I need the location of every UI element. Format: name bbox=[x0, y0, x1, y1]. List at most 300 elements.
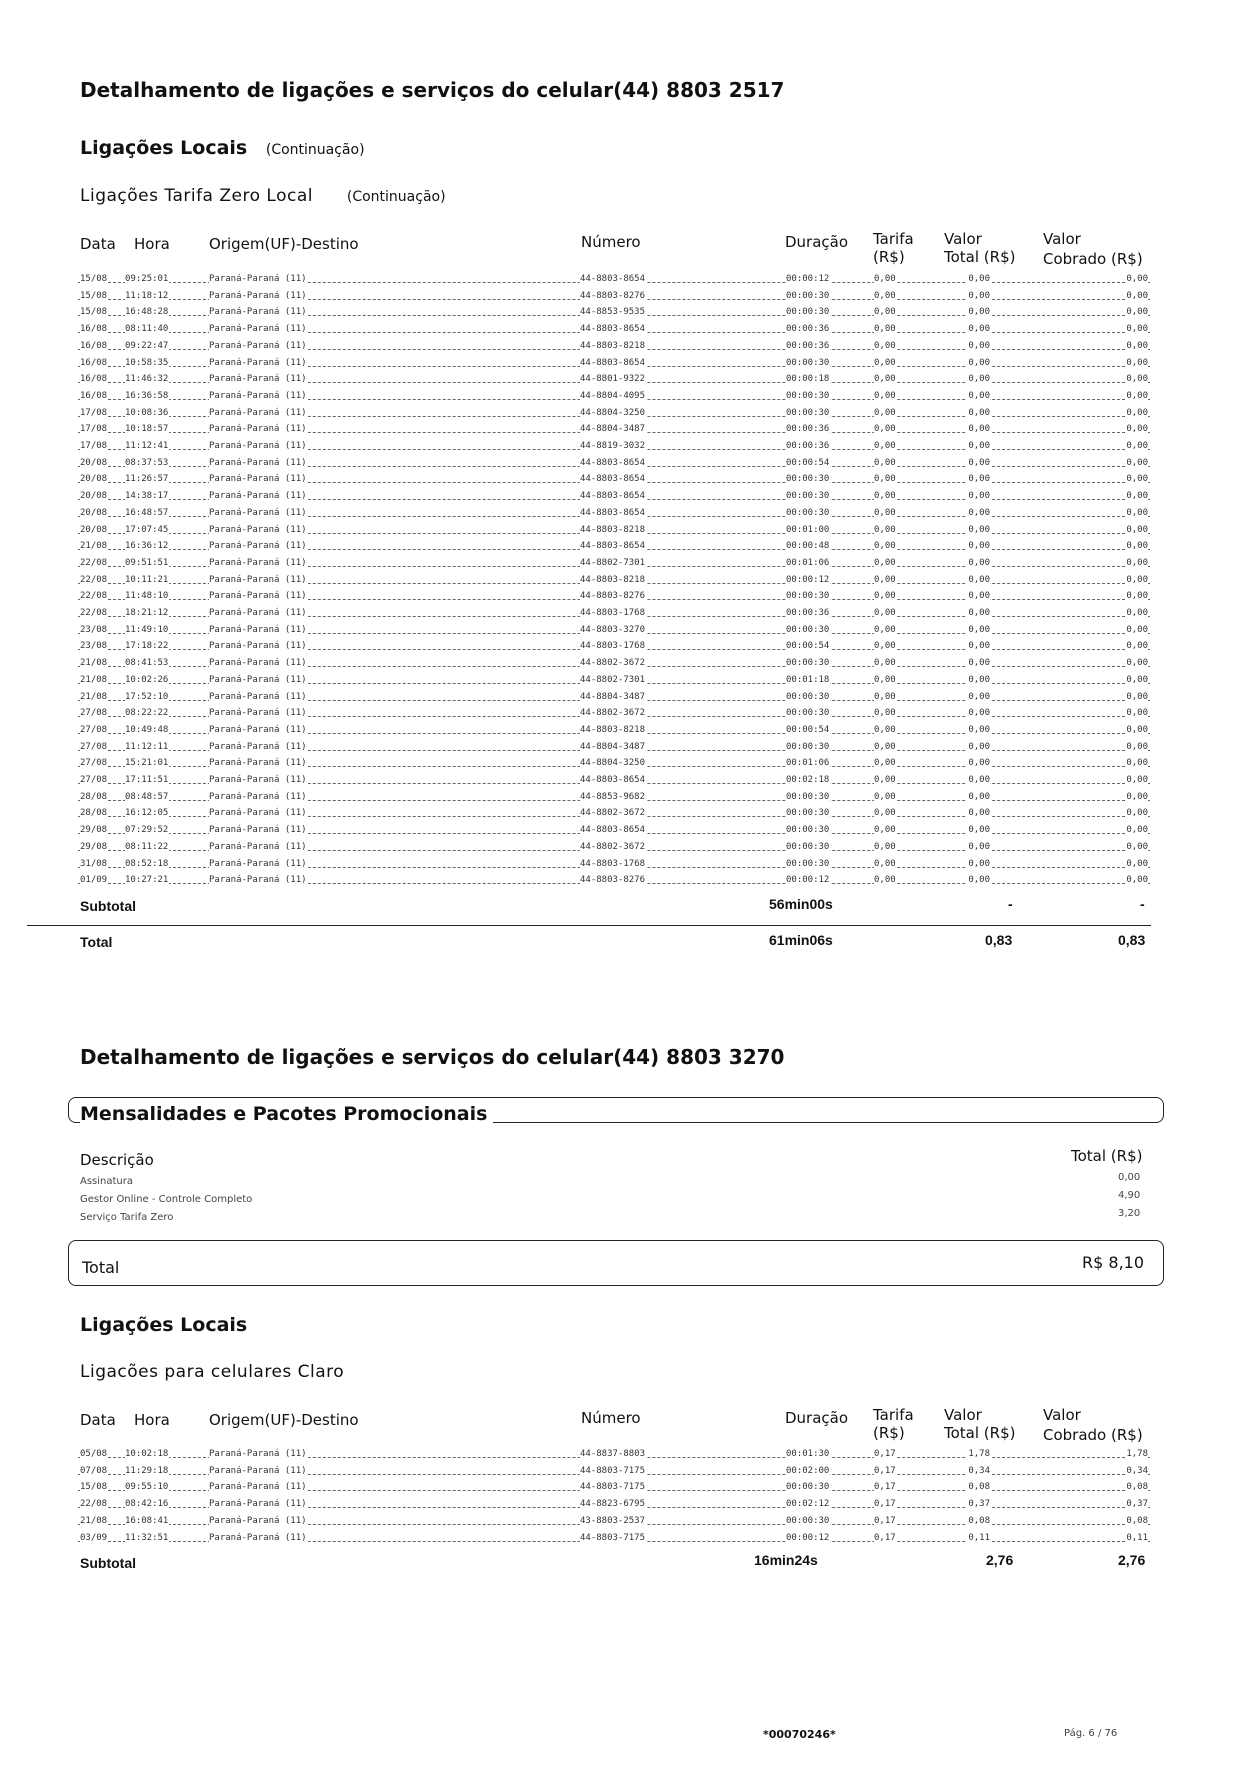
cell-date: 27/08 bbox=[80, 773, 108, 788]
cell-charged: 0,00 bbox=[1125, 556, 1148, 571]
section2-subgroup: Ligacões para celulares Claro bbox=[80, 1362, 345, 1382]
cell-total: 0,00 bbox=[967, 756, 990, 771]
cell-total: 0,00 bbox=[967, 656, 990, 671]
cell-time: 08:52:18 bbox=[125, 857, 169, 872]
col-valor-total-unit: Total (R$) bbox=[944, 1424, 1016, 1442]
cell-time: 16:08:41 bbox=[125, 1514, 169, 1529]
cell-duration: 00:00:36 bbox=[786, 339, 830, 354]
cell-charged: 0,08 bbox=[1125, 1514, 1148, 1529]
cell-route: Paraná-Paraná (11) bbox=[209, 356, 308, 371]
cell-route: Paraná-Paraná (11) bbox=[209, 439, 308, 454]
cell-route: Paraná-Paraná (11) bbox=[209, 1531, 308, 1546]
cell-route: Paraná-Paraná (11) bbox=[209, 690, 308, 705]
cell-rate: 0,00 bbox=[874, 439, 897, 454]
col-valor-total-unit: Total (R$) bbox=[944, 248, 1016, 266]
cell-date: 27/08 bbox=[80, 706, 108, 721]
cell-rate: 0,00 bbox=[874, 472, 897, 487]
cell-number: 44-8803-8276 bbox=[580, 873, 646, 888]
cell-charged: 0,00 bbox=[1125, 606, 1148, 621]
cell-date: 22/08 bbox=[80, 573, 108, 588]
table-row bbox=[78, 790, 1150, 805]
cell-route: Paraná-Paraná (11) bbox=[209, 272, 308, 287]
cell-number: 44-8853-9535 bbox=[580, 305, 646, 320]
cell-route: Paraná-Paraná (11) bbox=[209, 639, 308, 654]
cell-route: Paraná-Paraná (11) bbox=[209, 339, 308, 354]
table-row bbox=[78, 523, 1150, 538]
cell-date: 23/08 bbox=[80, 623, 108, 638]
cell-total: 0,00 bbox=[967, 439, 990, 454]
desc-label: Descrição bbox=[80, 1151, 154, 1169]
table-row bbox=[78, 422, 1150, 437]
cell-total: 0,00 bbox=[967, 589, 990, 604]
cell-duration: 00:00:30 bbox=[786, 406, 830, 421]
promo-box-title: Mensalidades e Pacotes Promocionais bbox=[80, 1103, 493, 1125]
cell-duration: 00:00:30 bbox=[786, 489, 830, 504]
cell-time: 14:38:17 bbox=[125, 489, 169, 504]
promo-item-3-value: 3,20 bbox=[1118, 1208, 1141, 1219]
cell-date: 15/08 bbox=[80, 272, 108, 287]
cell-route: Paraná-Paraná (11) bbox=[209, 506, 308, 521]
cell-time: 08:37:53 bbox=[125, 456, 169, 471]
cell-number: 44-8802-7301 bbox=[580, 673, 646, 688]
cell-total: 0,00 bbox=[967, 456, 990, 471]
cell-time: 10:08:36 bbox=[125, 406, 169, 421]
table-row bbox=[78, 706, 1150, 721]
section1-subgroup bbox=[80, 186, 446, 206]
table-row bbox=[78, 1531, 1150, 1546]
cell-date: 20/08 bbox=[80, 472, 108, 487]
cell-charged: 0,00 bbox=[1125, 589, 1148, 604]
section1-total-label: Total bbox=[80, 934, 113, 950]
cell-rate: 0,00 bbox=[874, 740, 897, 755]
cell-rate: 0,00 bbox=[874, 406, 897, 421]
cell-duration: 00:02:18 bbox=[786, 773, 830, 788]
table-row bbox=[78, 823, 1150, 838]
cell-route: Paraná-Paraná (11) bbox=[209, 573, 308, 588]
cell-number: 44-8819-3032 bbox=[580, 439, 646, 454]
cell-total: 0,00 bbox=[967, 339, 990, 354]
section2-title: Detalhamento de ligações e serviços do celular(44) 8803 3270 bbox=[80, 1045, 785, 1069]
cell-date: 22/08 bbox=[80, 1497, 108, 1512]
cell-time: 08:11:22 bbox=[125, 840, 169, 855]
cell-charged: 0,00 bbox=[1125, 356, 1148, 371]
cell-route: Paraná-Paraná (11) bbox=[209, 756, 308, 771]
cell-duration: 00:00:30 bbox=[786, 289, 830, 304]
cell-total: 0,00 bbox=[967, 489, 990, 504]
cell-date: 16/08 bbox=[80, 339, 108, 354]
promo-total-value: R$ 8,10 bbox=[1082, 1253, 1145, 1272]
cell-time: 11:46:32 bbox=[125, 372, 169, 387]
cell-date: 23/08 bbox=[80, 639, 108, 654]
cell-route: Paraná-Paraná (11) bbox=[209, 773, 308, 788]
cell-number: 44-8802-3672 bbox=[580, 840, 646, 855]
cell-route: Paraná-Paraná (11) bbox=[209, 289, 308, 304]
col-valor-cobrado-unit: Cobrado (R$) bbox=[1043, 250, 1143, 268]
cell-time: 17:18:22 bbox=[125, 639, 169, 654]
promo-item-3: Serviço Tarifa Zero bbox=[80, 1212, 174, 1223]
table-row bbox=[78, 673, 1150, 688]
cell-date: 27/08 bbox=[80, 740, 108, 755]
cell-total: 0,00 bbox=[967, 422, 990, 437]
cell-route: Paraná-Paraná (11) bbox=[209, 790, 308, 805]
section2-subtotal-label: Subtotal bbox=[80, 1555, 136, 1571]
table-row bbox=[78, 322, 1150, 337]
cell-total: 0,00 bbox=[967, 806, 990, 821]
cell-charged: 0,00 bbox=[1125, 639, 1148, 654]
cell-charged: 0,00 bbox=[1125, 389, 1148, 404]
cell-charged: 0,00 bbox=[1125, 857, 1148, 872]
cell-route: Paraná-Paraná (11) bbox=[209, 472, 308, 487]
cell-date: 29/08 bbox=[80, 823, 108, 838]
cell-charged: 0,00 bbox=[1125, 773, 1148, 788]
cell-duration: 00:02:00 bbox=[786, 1464, 830, 1479]
cell-route: Paraná-Paraná (11) bbox=[209, 673, 308, 688]
cell-rate: 0,00 bbox=[874, 356, 897, 371]
cell-duration: 00:00:54 bbox=[786, 723, 830, 738]
cell-time: 16:48:57 bbox=[125, 506, 169, 521]
col-data: Data bbox=[80, 235, 116, 253]
table-row bbox=[78, 756, 1150, 771]
cell-time: 10:18:57 bbox=[125, 422, 169, 437]
cell-number: 44-8803-8654 bbox=[580, 506, 646, 521]
cell-date: 22/08 bbox=[80, 589, 108, 604]
promo-item-1: Assinatura bbox=[80, 1176, 134, 1187]
cell-total: 0,00 bbox=[967, 706, 990, 721]
cell-rate: 0,00 bbox=[874, 606, 897, 621]
group-note: (Continuação) bbox=[265, 142, 365, 158]
cell-duration: 00:00:36 bbox=[786, 422, 830, 437]
cell-charged: 0,00 bbox=[1125, 456, 1148, 471]
cell-number: 44-8803-1768 bbox=[580, 606, 646, 621]
cell-time: 11:49:10 bbox=[125, 623, 169, 638]
cell-total: 0,00 bbox=[967, 356, 990, 371]
cell-number: 44-8803-8654 bbox=[580, 456, 646, 471]
cell-total: 0,00 bbox=[967, 573, 990, 588]
cell-total: 0,00 bbox=[967, 372, 990, 387]
cell-number: 44-8802-3672 bbox=[580, 806, 646, 821]
cell-charged: 0,00 bbox=[1125, 573, 1148, 588]
cell-rate: 0,00 bbox=[874, 523, 897, 538]
cell-duration: 00:01:18 bbox=[786, 673, 830, 688]
cell-total: 0,37 bbox=[967, 1497, 990, 1512]
table-row bbox=[78, 439, 1150, 454]
cell-route: Paraná-Paraná (11) bbox=[209, 806, 308, 821]
col-numero: Número bbox=[581, 233, 641, 251]
col-origem: Origem(UF)-Destino bbox=[209, 235, 359, 253]
table-row bbox=[78, 472, 1150, 487]
cell-duration: 00:00:30 bbox=[786, 1514, 830, 1529]
cell-time: 11:48:10 bbox=[125, 589, 169, 604]
cell-total: 0,00 bbox=[967, 639, 990, 654]
cell-rate: 0,00 bbox=[874, 773, 897, 788]
cell-date: 15/08 bbox=[80, 289, 108, 304]
cell-charged: 0,00 bbox=[1125, 806, 1148, 821]
cell-date: 21/08 bbox=[80, 673, 108, 688]
section2-group: Ligações Locais bbox=[80, 1314, 248, 1336]
cell-date: 27/08 bbox=[80, 723, 108, 738]
cell-charged: 0,00 bbox=[1125, 339, 1148, 354]
cell-rate: 0,00 bbox=[874, 706, 897, 721]
cell-route: Paraná-Paraná (11) bbox=[209, 556, 308, 571]
cell-time: 07:29:52 bbox=[125, 823, 169, 838]
table-row bbox=[78, 623, 1150, 638]
table-row bbox=[78, 1497, 1150, 1512]
cell-total: 0,34 bbox=[967, 1464, 990, 1479]
cell-route: Paraná-Paraná (11) bbox=[209, 456, 308, 471]
cell-rate: 0,00 bbox=[874, 456, 897, 471]
col-tarifa-unit: (R$) bbox=[873, 248, 905, 266]
cell-date: 22/08 bbox=[80, 556, 108, 571]
cell-route: Paraná-Paraná (11) bbox=[209, 539, 308, 554]
table-row bbox=[78, 389, 1150, 404]
cell-route: Paraná-Paraná (11) bbox=[209, 857, 308, 872]
cell-date: 21/08 bbox=[80, 1514, 108, 1529]
cell-route: Paraná-Paraná (11) bbox=[209, 706, 308, 721]
cell-duration: 00:01:00 bbox=[786, 523, 830, 538]
promo-item-1-value: 0,00 bbox=[1118, 1172, 1141, 1183]
cell-time: 10:02:18 bbox=[125, 1447, 169, 1462]
cell-total: 0,00 bbox=[967, 389, 990, 404]
promo-item-2-value: 4,90 bbox=[1118, 1190, 1141, 1201]
cell-time: 11:12:11 bbox=[125, 740, 169, 755]
cell-rate: 0,00 bbox=[874, 539, 897, 554]
cell-route: Paraná-Paraná (11) bbox=[209, 406, 308, 421]
cell-charged: 0,00 bbox=[1125, 673, 1148, 688]
col-valor-cobrado-unit: Cobrado (R$) bbox=[1043, 1426, 1143, 1444]
cell-date: 17/08 bbox=[80, 422, 108, 437]
cell-charged: 0,00 bbox=[1125, 322, 1148, 337]
cell-route: Paraná-Paraná (11) bbox=[209, 656, 308, 671]
cell-number: 43-8803-2537 bbox=[580, 1514, 646, 1529]
cell-route: Paraná-Paraná (11) bbox=[209, 723, 308, 738]
cell-number: 44-8803-8654 bbox=[580, 356, 646, 371]
cell-time: 09:55:10 bbox=[125, 1480, 169, 1495]
cell-number: 44-8802-7301 bbox=[580, 556, 646, 571]
table-row bbox=[78, 656, 1150, 671]
table-row bbox=[78, 606, 1150, 621]
cell-total: 0,00 bbox=[967, 740, 990, 755]
cell-time: 10:11:21 bbox=[125, 573, 169, 588]
cell-total: 0,00 bbox=[967, 523, 990, 538]
table-row bbox=[78, 873, 1150, 888]
cell-date: 21/08 bbox=[80, 539, 108, 554]
cell-rate: 0,00 bbox=[874, 790, 897, 805]
cell-charged: 0,11 bbox=[1125, 1531, 1148, 1546]
table-row bbox=[78, 489, 1150, 504]
cell-duration: 00:00:30 bbox=[786, 1480, 830, 1495]
subgroup-note: (Continuação) bbox=[346, 189, 446, 205]
cell-route: Paraná-Paraná (11) bbox=[209, 372, 308, 387]
cell-duration: 00:00:30 bbox=[786, 305, 830, 320]
cell-number: 44-8803-8654 bbox=[580, 489, 646, 504]
cell-total: 0,00 bbox=[967, 556, 990, 571]
cell-charged: 0,00 bbox=[1125, 489, 1148, 504]
cell-time: 08:41:53 bbox=[125, 656, 169, 671]
cell-time: 09:22:47 bbox=[125, 339, 169, 354]
col-hora: Hora bbox=[134, 1411, 170, 1429]
cell-time: 10:58:35 bbox=[125, 356, 169, 371]
cell-duration: 00:01:06 bbox=[786, 556, 830, 571]
cell-charged: 0,00 bbox=[1125, 372, 1148, 387]
cell-duration: 00:02:12 bbox=[786, 1497, 830, 1512]
col-duracao: Duração bbox=[785, 233, 849, 251]
cell-duration: 00:00:12 bbox=[786, 1531, 830, 1546]
page-number: Pág. 6 / 76 bbox=[1064, 1728, 1118, 1739]
table-row bbox=[78, 406, 1150, 421]
cell-total: 1,78 bbox=[967, 1447, 990, 1462]
table-row bbox=[78, 539, 1150, 554]
table-row bbox=[78, 289, 1150, 304]
cell-date: 31/08 bbox=[80, 857, 108, 872]
table-row bbox=[78, 506, 1150, 521]
col-valor-cobrado: Valor bbox=[1043, 1406, 1081, 1424]
cell-time: 11:32:51 bbox=[125, 1531, 169, 1546]
cell-duration: 00:01:30 bbox=[786, 1447, 830, 1462]
cell-time: 08:48:57 bbox=[125, 790, 169, 805]
cell-duration: 00:00:30 bbox=[786, 656, 830, 671]
cell-date: 03/09 bbox=[80, 1531, 108, 1546]
cell-charged: 0,00 bbox=[1125, 539, 1148, 554]
cell-route: Paraná-Paraná (11) bbox=[209, 489, 308, 504]
cell-total: 0,00 bbox=[967, 539, 990, 554]
cell-charged: 0,34 bbox=[1125, 1464, 1148, 1479]
cell-date: 20/08 bbox=[80, 456, 108, 471]
table-row bbox=[78, 639, 1150, 654]
cell-route: Paraná-Paraná (11) bbox=[209, 873, 308, 888]
cell-time: 10:49:48 bbox=[125, 723, 169, 738]
cell-time: 16:36:58 bbox=[125, 389, 169, 404]
col-valor-cobrado: Valor bbox=[1043, 230, 1081, 248]
cell-date: 29/08 bbox=[80, 840, 108, 855]
cell-duration: 00:00:30 bbox=[786, 823, 830, 838]
cell-number: 44-8803-8654 bbox=[580, 773, 646, 788]
table-row bbox=[78, 1464, 1150, 1479]
cell-total: 0,08 bbox=[967, 1480, 990, 1495]
cell-rate: 0,17 bbox=[874, 1480, 897, 1495]
cell-date: 05/08 bbox=[80, 1447, 108, 1462]
cell-charged: 0,00 bbox=[1125, 690, 1148, 705]
cell-rate: 0,00 bbox=[874, 389, 897, 404]
cell-duration: 00:00:30 bbox=[786, 857, 830, 872]
cell-number: 44-8803-8654 bbox=[580, 272, 646, 287]
cell-total: 0,00 bbox=[967, 272, 990, 287]
section1-total-duration: 61min06s bbox=[769, 932, 833, 948]
cell-number: 44-8803-8654 bbox=[580, 823, 646, 838]
cell-duration: 00:00:12 bbox=[786, 573, 830, 588]
cell-duration: 00:00:36 bbox=[786, 439, 830, 454]
cell-number: 44-8804-4095 bbox=[580, 389, 646, 404]
cell-charged: 1,78 bbox=[1125, 1447, 1148, 1462]
table-row bbox=[78, 589, 1150, 604]
cell-date: 20/08 bbox=[80, 489, 108, 504]
section1-total-total: 0,83 bbox=[985, 932, 1013, 948]
cell-date: 20/08 bbox=[80, 523, 108, 538]
cell-time: 18:21:12 bbox=[125, 606, 169, 621]
col-duracao: Duração bbox=[785, 1409, 849, 1427]
cell-charged: 0,00 bbox=[1125, 656, 1148, 671]
cell-date: 15/08 bbox=[80, 305, 108, 320]
table-row bbox=[78, 723, 1150, 738]
table-row bbox=[78, 272, 1150, 287]
table-row bbox=[78, 556, 1150, 571]
cell-charged: 0,00 bbox=[1125, 723, 1148, 738]
cell-date: 15/08 bbox=[80, 1480, 108, 1495]
cell-number: 44-8803-1768 bbox=[580, 857, 646, 872]
cell-total: 0,00 bbox=[967, 289, 990, 304]
cell-number: 44-8804-3487 bbox=[580, 422, 646, 437]
col-tarifa: Tarifa bbox=[873, 230, 914, 248]
cell-rate: 0,00 bbox=[874, 723, 897, 738]
col-data: Data bbox=[80, 1411, 116, 1429]
cell-total: 0,00 bbox=[967, 472, 990, 487]
cell-total: 0,00 bbox=[967, 857, 990, 872]
cell-date: 17/08 bbox=[80, 406, 108, 421]
cell-rate: 0,00 bbox=[874, 806, 897, 821]
cell-route: Paraná-Paraná (11) bbox=[209, 1480, 308, 1495]
cell-total: 0,00 bbox=[967, 623, 990, 638]
table-row bbox=[78, 1447, 1150, 1462]
cell-rate: 0,00 bbox=[874, 489, 897, 504]
cell-duration: 00:00:18 bbox=[786, 372, 830, 387]
cell-duration: 00:00:30 bbox=[786, 840, 830, 855]
cell-time: 16:36:12 bbox=[125, 539, 169, 554]
cell-duration: 00:00:30 bbox=[786, 623, 830, 638]
total-col-label: Total (R$) bbox=[1071, 1147, 1143, 1165]
cell-rate: 0,00 bbox=[874, 756, 897, 771]
footer-code: *00070246* bbox=[763, 1728, 836, 1741]
section2-subtotal-total: 2,76 bbox=[986, 1552, 1014, 1568]
table-row bbox=[78, 573, 1150, 588]
cell-charged: 0,00 bbox=[1125, 523, 1148, 538]
cell-route: Paraná-Paraná (11) bbox=[209, 589, 308, 604]
cell-total: 0,00 bbox=[967, 723, 990, 738]
cell-total: 0,00 bbox=[967, 773, 990, 788]
table-row bbox=[78, 339, 1150, 354]
cell-route: Paraná-Paraná (11) bbox=[209, 740, 308, 755]
cell-rate: 0,00 bbox=[874, 589, 897, 604]
cell-duration: 00:00:12 bbox=[786, 272, 830, 287]
cell-duration: 00:00:30 bbox=[786, 806, 830, 821]
cell-time: 08:11:40 bbox=[125, 322, 169, 337]
cell-number: 44-8803-8654 bbox=[580, 472, 646, 487]
cell-duration: 00:00:54 bbox=[786, 456, 830, 471]
cell-charged: 0,00 bbox=[1125, 272, 1148, 287]
section1-subtotal-total: - bbox=[1008, 896, 1013, 912]
cell-total: 0,00 bbox=[967, 673, 990, 688]
cell-date: 16/08 bbox=[80, 389, 108, 404]
cell-time: 11:29:18 bbox=[125, 1464, 169, 1479]
cell-charged: 0,00 bbox=[1125, 289, 1148, 304]
table-row bbox=[78, 305, 1150, 320]
table-row bbox=[78, 806, 1150, 821]
cell-route: Paraná-Paraná (11) bbox=[209, 322, 308, 337]
col-valor-total: Valor bbox=[944, 230, 982, 248]
cell-total: 0,00 bbox=[967, 823, 990, 838]
cell-rate: 0,00 bbox=[874, 272, 897, 287]
table-row bbox=[78, 857, 1150, 872]
section1-total-charged: 0,83 bbox=[1118, 932, 1146, 948]
cell-rate: 0,00 bbox=[874, 339, 897, 354]
table-row bbox=[78, 840, 1150, 855]
cell-time: 10:02:26 bbox=[125, 673, 169, 688]
cell-charged: 0,00 bbox=[1125, 840, 1148, 855]
table-row bbox=[78, 773, 1150, 788]
cell-rate: 0,17 bbox=[874, 1464, 897, 1479]
cell-total: 0,00 bbox=[967, 322, 990, 337]
cell-duration: 00:00:30 bbox=[786, 472, 830, 487]
cell-duration: 00:01:06 bbox=[786, 756, 830, 771]
cell-rate: 0,00 bbox=[874, 656, 897, 671]
